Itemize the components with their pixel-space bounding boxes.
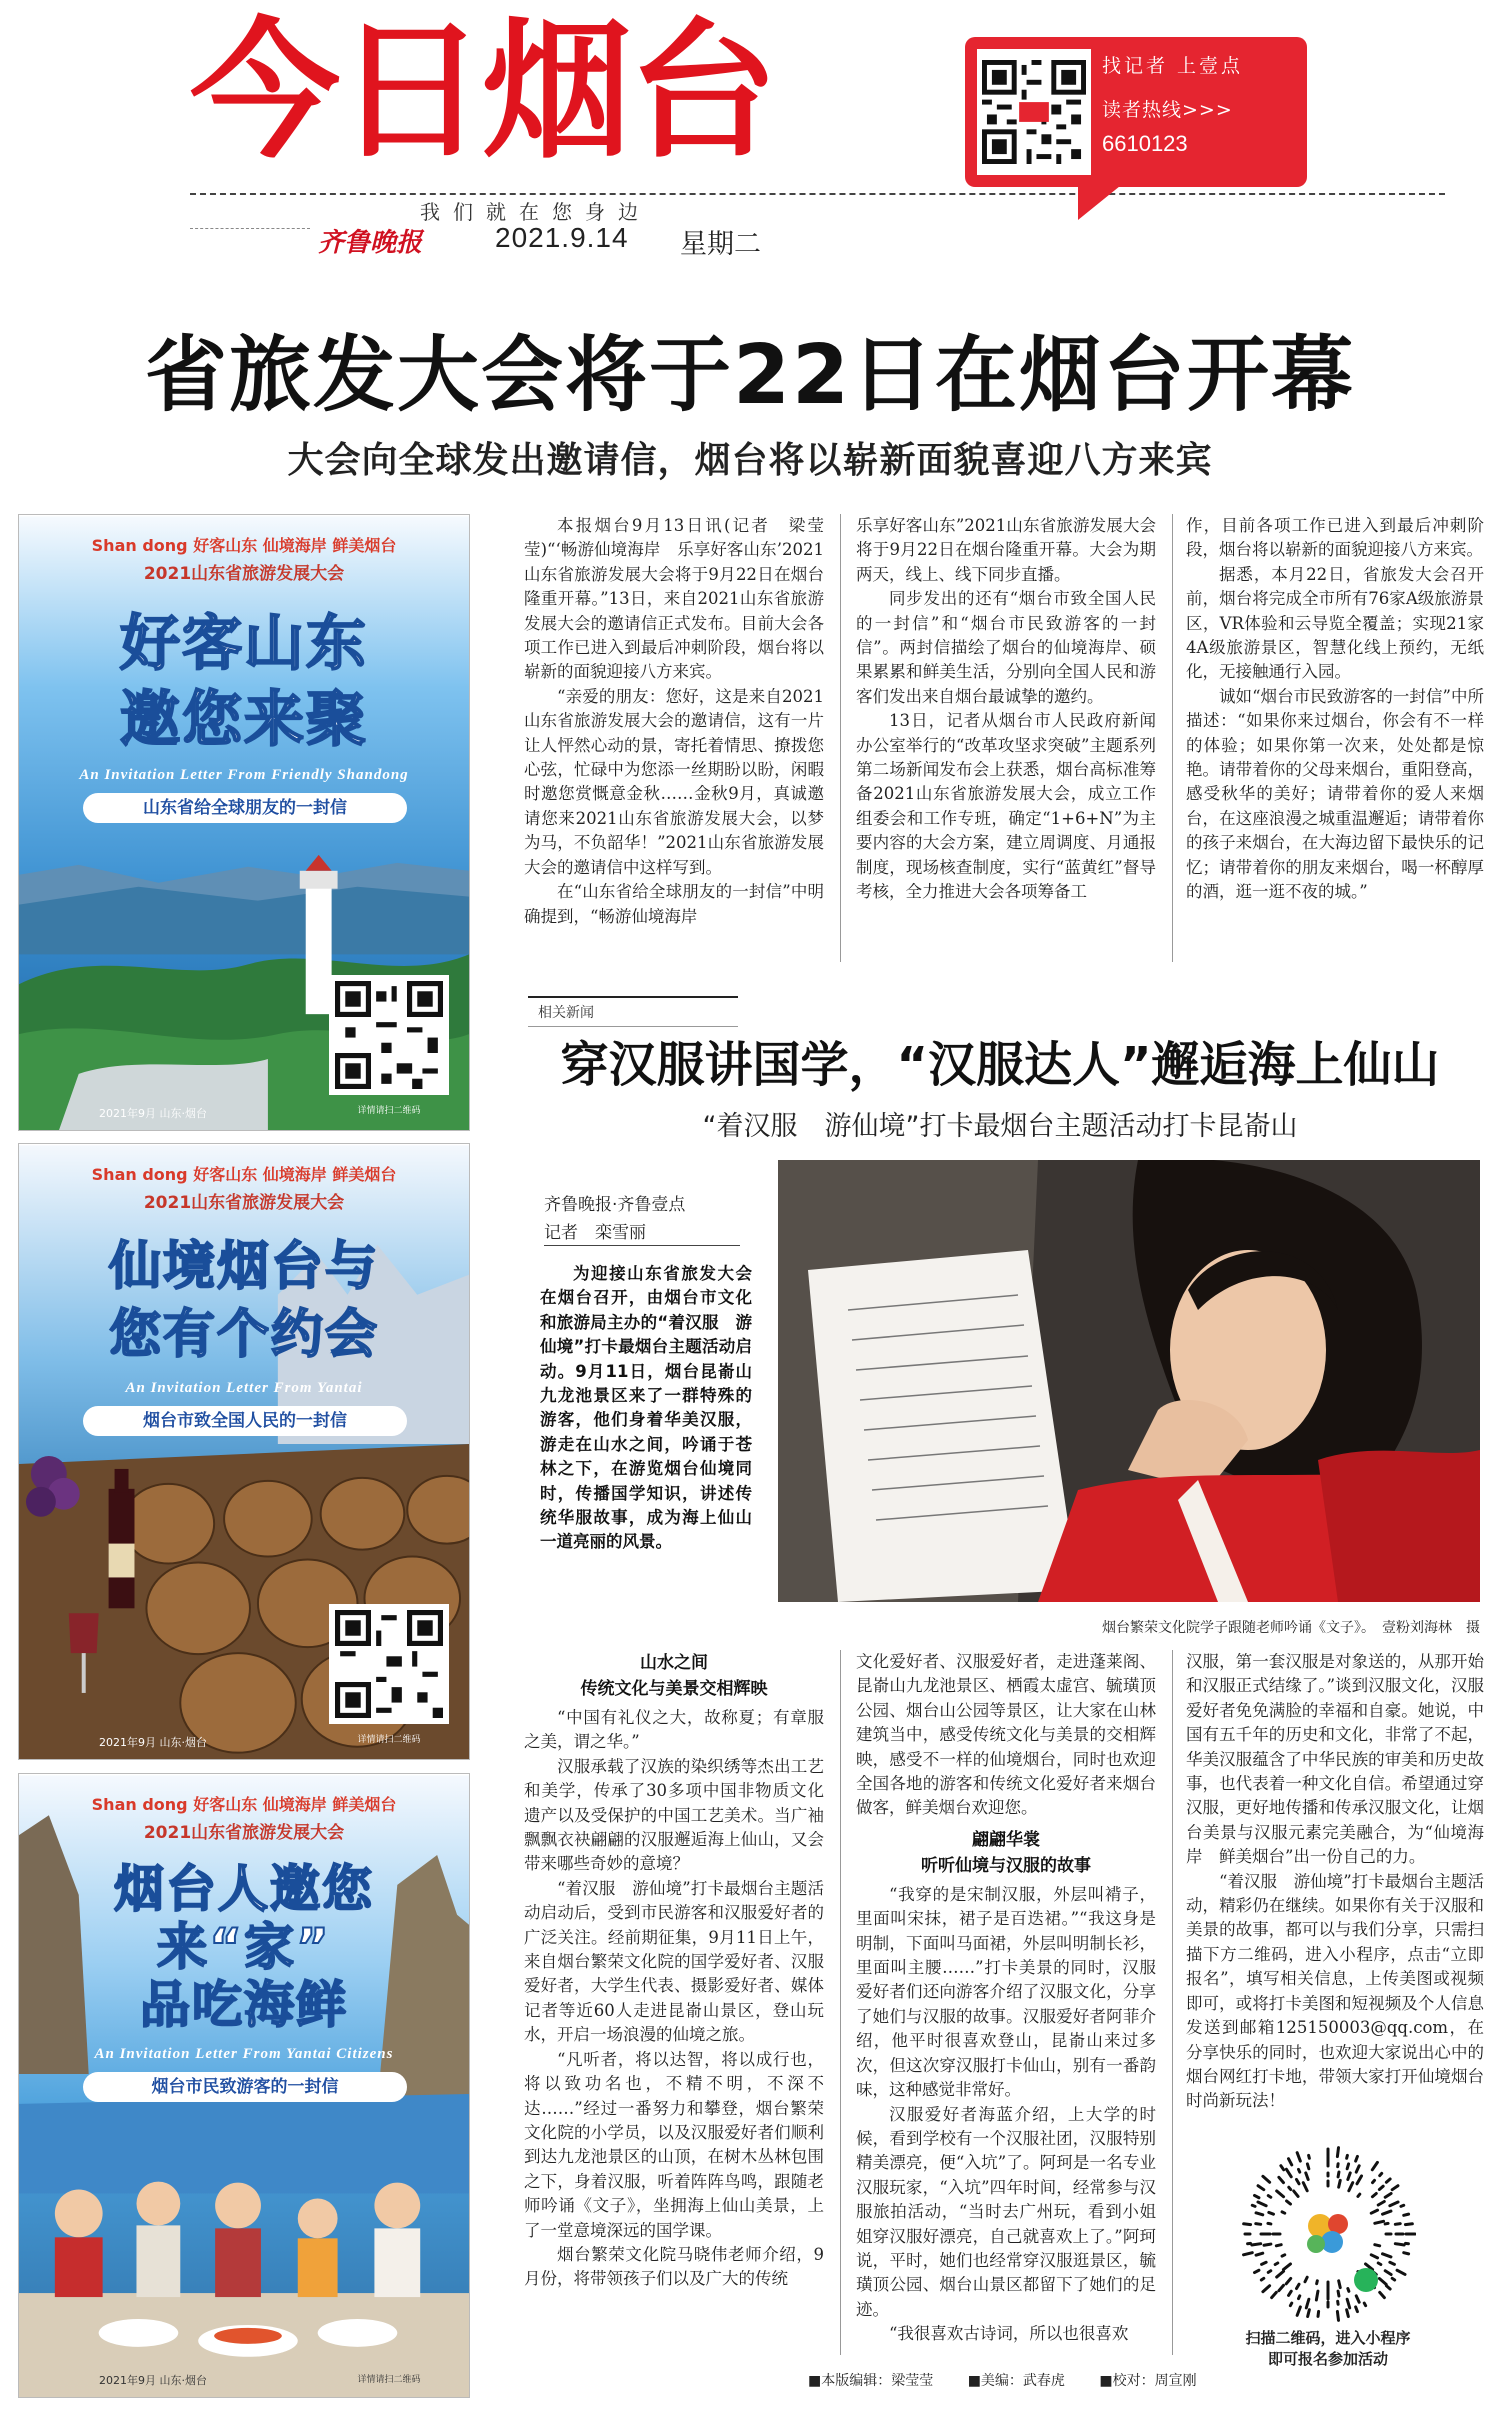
code-ray — [1358, 2194, 1360, 2196]
column-divider — [1172, 1650, 1173, 2355]
paragraph: 文化爱好者、汉服爱好者，走进蓬莱阁、昆嵛山九龙池景区、栖霞太虚宫、毓璜顶公园、烟台山公园等景区，让大家在山林建筑当中，感受传统文化与美景的交相辉映，感受不一样的仙境烟台，同时也欢迎全国各地的游客和传统文化爱好者来烟台做客，鲜美烟台欢迎您。 — [856, 1652, 1156, 1818]
code-ray — [1318, 2311, 1319, 2316]
poster-title-line1: 烟台人邀您 — [114, 1860, 374, 1918]
code-ray — [1258, 2202, 1266, 2206]
paragraph: “亲爱的朋友：您好，这是来自2021山东省旅游发展大会的邀请信，这有一片让人怦然心动的景，寄托着情思、撩拨您心弦，忙碌中为您添一丝期盼以盼，闲暇时邀您赏慨意金秋……金秋9月，真诚邀请您来2021山东省旅游发展大会，以梦为马，不负韶华！”2021山东省旅游发展大会的邀请信中这样写到。 — [524, 686, 824, 877]
code-ray — [1252, 2205, 1255, 2206]
code-ray — [1272, 2292, 1277, 2297]
code-ray — [1401, 2205, 1404, 2206]
code-ray — [1286, 2169, 1291, 2177]
code-ray — [1276, 2245, 1281, 2246]
poster-logo-text: Shan dong 好客山东 仙境海岸 鲜美烟台 — [91, 1165, 397, 1184]
speech-bubble-tail — [1078, 186, 1120, 220]
section-subheading: 传统文化与美景交相辉映 — [580, 1679, 768, 1699]
code-ray — [1288, 2159, 1291, 2165]
issue-date: 2021.9.14 — [495, 222, 629, 253]
code-ray — [1385, 2193, 1391, 2197]
code-ray — [1299, 2169, 1300, 2172]
poster-title-line2: 来“家” — [157, 1918, 331, 1976]
code-ray — [1289, 2291, 1292, 2295]
paragraph: “我很喜欢古诗词，所以也很喜欢 — [889, 2324, 1129, 2344]
code-ray — [1372, 2162, 1377, 2169]
code-ray — [1297, 2179, 1300, 2183]
miniprogram-caption — [1200, 2328, 1456, 2370]
paragraph: 烟台繁荣文化院马晓伟老师介绍，9月份，将带领孩子们以及广大的传统 — [524, 2244, 824, 2289]
poster-title-line2: 您有个约会 — [108, 1305, 379, 1365]
code-ray — [1297, 2307, 1300, 2315]
poster-qr-caption: 详情请扫二维码 — [357, 2375, 421, 2385]
code-ray — [1337, 2148, 1338, 2157]
poster-english-line: An Invitation Letter From Friendly Shandong — [79, 767, 409, 783]
main-headline: 省旅发大会将于22日在烟台开幕 — [144, 328, 1356, 423]
code-ray — [1297, 2284, 1300, 2288]
code-ray — [1244, 2253, 1253, 2255]
code-ray — [1348, 2289, 1349, 2292]
code-ray — [1255, 2195, 1259, 2197]
code-ray — [1255, 2270, 1259, 2272]
code-ray — [1356, 2296, 1359, 2302]
article1-column-2 — [856, 514, 1156, 905]
code-ray — [1303, 2183, 1307, 2191]
code-ray — [1307, 2164, 1308, 2169]
code-ray — [1275, 2263, 1278, 2265]
poster-english-line: An Invitation Letter From Yantai — [125, 1380, 363, 1396]
code-ray — [1395, 2244, 1404, 2245]
code-ray — [1373, 2180, 1375, 2182]
code-ray — [1348, 2173, 1350, 2180]
code-ray — [1264, 2244, 1271, 2245]
poster-english-line: An Invitation Letter From Yantai Citizens — [94, 2046, 394, 2062]
code-ray — [1261, 2278, 1263, 2280]
code-ray — [1347, 2164, 1348, 2169]
photo-caption: 烟台繁荣文化院学子跟随老师吟诵《文子》。 壹粉刘海林 摄 — [1102, 1620, 1480, 1636]
code-ray — [1392, 2186, 1398, 2190]
article2-source: 齐鲁晚报·齐鲁壹点 — [544, 1195, 686, 1215]
hotline-qr-code[interactable] — [977, 49, 1091, 175]
masthead-divider — [190, 193, 1445, 195]
code-ray — [1364, 2303, 1365, 2306]
hanfu-student-photo — [778, 1160, 1480, 1602]
qr-code-icon — [335, 981, 443, 1089]
code-ray — [1309, 2155, 1310, 2158]
code-ray — [1256, 2213, 1263, 2215]
poster-banner: 烟台市致全国人民的一封信 — [83, 1406, 407, 1436]
paragraph: 乐享好客山东”2021山东省旅游发展大会将于9月22日在烟台隆重开幕。大会为期两天，线上、线下同步直播。 — [856, 516, 1156, 584]
paragraph: 13日，记者从烟台市人民政府新闻办公室举行的“改革攻坚求突破”主题系列第二场新闻发布会上获悉，烟台高标准筹备2021山东省旅游发展大会，成立工作组委会和工作专班，确定“1+6+N”为主要内容的大会方案，建立周调度、月通报制度，现场核查制度，实行“蓝黄红”督导考核，全力推进大会各项筹备工 — [856, 711, 1156, 902]
paragraph: 诚如“烟台市民致游客的一封信”中所描述：“如果你来过烟台，你会有不一样的体验；如果你第一次来，处处都是惊艳。请带着你的父母来烟台，重阳登高，感受秋华的美好；请带着你的爱人来烟台，在这座浪漫之城重温邂逅；请带着你的孩子来烟台，在大海边留下最快乐的记忆；请带着你的朋友来烟台，喝一杯醇厚的酒，逛一逛不夜的城。” — [1186, 686, 1484, 902]
code-ray — [1306, 2173, 1308, 2180]
code-ray — [1279, 2285, 1284, 2290]
poster-banner: 烟台市民致游客的一封信 — [83, 2072, 407, 2102]
section-heading: 翩翩华裳 — [972, 1829, 1040, 1850]
photo-student-reading — [778, 1160, 1480, 1602]
column-divider — [840, 514, 841, 962]
main-subheadline: 大会向全球发出邀请信，烟台将以崭新面貌喜迎八方来宾 — [287, 440, 1213, 481]
code-ray — [1277, 2191, 1284, 2197]
credit-editor: ■本版编辑：梁莹莹 — [808, 2373, 934, 2389]
issue-weekday: 星期二 — [680, 229, 761, 260]
paragraph: “着汉服 游仙境”打卡最烟台主题活动启动后，受到市民游客和汉服爱好者的广泛关注。经前期征集，9月11日上午，来自烟台繁荣文化院的国学爱好者、汉服爱好者，大学生代表、摄影爱好者、媒体记者等近60人走进昆嵛山景区，登山玩水，开启一场浪漫的仙境之旅。 — [524, 1878, 824, 2045]
reader-hotline-box — [965, 37, 1307, 187]
paragraph: 汉服爱好者海蓝介绍，上大学的时候，看到学校有一个汉服社团，汉服特别精美漂亮，便“入坑”了。阿珂是一名专业汉服玩家，“入坑”四年时间，经常参与汉服旅拍活动，“当时去广州玩，看到小姐姐穿汉服好漂亮，自己就喜欢上了。”阿珂说，平时，她们也经常穿汉服逛景区，毓璜顶公园、烟台山景区都留下了她们的足迹。 — [856, 2104, 1156, 2319]
code-ray — [1395, 2224, 1400, 2225]
code-ray — [1378, 2263, 1381, 2265]
credit-proofreader: ■校对：周宣刚 — [1099, 2373, 1197, 2389]
code-ray — [1281, 2166, 1284, 2170]
code-ray — [1380, 2173, 1382, 2175]
code-ray — [1337, 2311, 1338, 2320]
code-ray — [1349, 2183, 1353, 2191]
poster-event-name: 2021山东省旅游发展大会 — [143, 564, 345, 584]
article2-headline: 穿汉服讲国学，“汉服达人”邂逅海上仙山 — [560, 1037, 1440, 1093]
qr-code-icon — [335, 1610, 443, 1718]
code-ray — [1263, 2286, 1270, 2292]
code-ray — [1317, 2281, 1318, 2284]
section-subheading: 听听仙境与汉服的故事 — [921, 1855, 1091, 1876]
code-ray — [1372, 2194, 1376, 2197]
poster-qr-caption: 详情请扫二维码 — [357, 1106, 421, 1116]
related-news-tag: 相关新闻 — [528, 996, 738, 1027]
poster-qr-code[interactable] — [329, 975, 449, 1095]
poster-yantai-citizens — [18, 1773, 470, 2398]
poster-date: 2021年9月 山东·烟台 — [99, 1107, 207, 1120]
code-ray — [1287, 2201, 1291, 2204]
article2-reporter: 记者 栾雪丽 — [544, 1218, 740, 1246]
code-ray — [1375, 2221, 1384, 2223]
code-ray — [1379, 2186, 1383, 2189]
code-ray — [1405, 2224, 1412, 2225]
code-ray — [1356, 2307, 1358, 2312]
code-ray — [1356, 2156, 1358, 2161]
poster-title-line3: 品吃海鲜 — [140, 1976, 348, 2034]
code-ray — [1289, 2187, 1291, 2189]
code-ray — [1371, 2255, 1377, 2258]
paragraph: 在“山东省给全球朋友的一封信”中明确提到，“畅游仙境海岸 — [524, 882, 824, 926]
code-ray — [1308, 2310, 1310, 2317]
poster-event-name: 2021山东省旅游发展大会 — [143, 1193, 345, 1213]
newspaper-brand: 齐鲁晚报 — [318, 228, 423, 258]
credit-designer: ■美编：武春虎 — [967, 2373, 1065, 2389]
code-ray — [1386, 2286, 1390, 2289]
poster-banner: 山东省给全球朋友的一封信 — [83, 793, 407, 823]
code-ray — [1375, 2245, 1380, 2246]
code-ray — [1305, 2277, 1307, 2282]
code-ray — [1268, 2223, 1271, 2224]
paragraph: “着汉服 游仙境”打卡最烟台主题活动，精彩仍在继续。如果你有关于汉服和美景的故事，都可以与我们分享，只需扫描下方二维码，进入小程序，点击“立即报名”，填写相关信息，上传美图或视频即可，或将打卡美图和短视频及个人信息发送到邮箱125150003@qq.com，在分享快乐的同时，也欢迎大家说出心中的烟台网红打卡地，带领大家打开仙境烟台时尚新玩法！ — [1186, 1871, 1484, 2111]
code-ray — [1347, 2310, 1349, 2317]
code-ray — [1390, 2262, 1395, 2264]
code-ray — [1380, 2292, 1385, 2297]
column-divider — [1172, 514, 1173, 962]
paragraph: 汉服，第一套汉服是对象送的，从那开始和汉服正式结缘了。”谈到汉服文化，汉服爱好者免免满脸的幸福和自豪。她说，中国有五千年的历史和文化，非常了不起，华美汉服蕴含了中华民族的审美和历史故事，也代表着一种文化自信。希望通过穿汉服，更好地传播和传承汉服文化，让烟台美景与汉服元素完美融合，为“仙境海岸 鲜美烟台”出一份自己的力。 — [1186, 1652, 1484, 1867]
code-ray — [1279, 2177, 1284, 2182]
hotline-label: 读者热线>>> — [1102, 99, 1233, 121]
article2-column-2 — [856, 1650, 1156, 2347]
paragraph: 同步发出的还有“烟台市致全国人民的一封信”和“烟台市民致游客的一封信”。两封信描绘了烟台的仙境海岸、硕果累累和鲜美生活，分别向全国人民和游客们发出来自烟台最诚挚的邀约。 — [856, 589, 1156, 706]
miniprogram-caption-line1: 扫描二维码，进入小程序 — [1245, 2329, 1411, 2347]
code-ray — [1392, 2278, 1394, 2280]
masthead-title: 今日烟台 — [190, 5, 775, 179]
paragraph: “凡听者，将以达智，将以成行也，将以致功名也，不精不明，不深不达……”经过一番努力和攀登，烟台繁荣文化院的小学员，以及汉服爱好者们顺利到达九龙池景区的山顶，在树木丛林包围之下，身着汉服，听着阵阵鸟鸣，跟随老师吟诵《文子》，坐拥海上仙山美景，上了一堂意境深远的国学课。 — [524, 2049, 824, 2240]
mini-program-code-icon — [1240, 2146, 1416, 2322]
code-ray — [1277, 2271, 1284, 2277]
code-ray — [1383, 2211, 1391, 2214]
paragraph: 本报烟台9月13日讯(记者 梁莹莹)“‘畅游仙境海岸 乐享好客山东’2021山东省旅游发展大会将于9月22日在烟台隆重开幕。”13日，来自2021山东省旅游发展大会的邀请信正式发布。目前大会各项工作已进入到最后冲刺阶段，烟台将以崭新的面貌迎接八方来宾。 — [524, 516, 824, 682]
code-ray — [1244, 2224, 1251, 2225]
qr-code-icon — [982, 54, 1086, 170]
masthead-divider-short — [190, 228, 310, 229]
poster-title-line1: 好客山东 — [120, 609, 368, 679]
code-ray — [1268, 2196, 1271, 2198]
code-ray — [1339, 2180, 1341, 2187]
code-ray — [1390, 2202, 1398, 2206]
code-ray — [1404, 2214, 1409, 2215]
poster-title-line2: 邀您来聚 — [120, 685, 368, 755]
poster-date: 2021年9月 山东·烟台 — [99, 1736, 207, 1749]
code-ray — [1256, 2224, 1261, 2225]
code-ray — [1338, 2172, 1339, 2177]
code-ray — [1286, 2278, 1290, 2283]
paragraph: “中国有礼仪之大，故称夏；有章服之美，谓之华。” — [524, 1708, 824, 1752]
code-ray — [1290, 2303, 1291, 2306]
poster-yantai — [18, 1143, 470, 1760]
poster-date: 2021年9月 山东·烟台 — [99, 2374, 207, 2387]
paragraph: 汉服承载了汉族的染织绣等杰出工艺和美学，传承了30多项中国非物质文化遗产以及受保护的中国工艺美术。当广袖飘飘衣袂翩翩的汉服邂逅海上仙山，又会带来哪些奇妙的意境？ — [524, 1756, 824, 1874]
code-ray — [1316, 2291, 1318, 2300]
code-ray — [1252, 2244, 1261, 2245]
code-ray — [1379, 2279, 1386, 2285]
code-ray — [1282, 2212, 1285, 2213]
code-ray — [1386, 2179, 1390, 2182]
paragraph: 据悉，本月22日，省旅发大会召开前，烟台将完成全市所有76家A级旅游景区，VR体验和云导览全覆盖；实现21家4A级旅游景区，智慧化线上预约，无纸化，无接触通行入园。 — [1186, 564, 1484, 682]
article1-column-1 — [524, 514, 824, 929]
code-ray — [1371, 2210, 1377, 2213]
paragraph: 作，目前各项工作已进入到最后冲刺阶段，烟台将以崭新的面貌迎接八方来宾。 — [1186, 516, 1484, 560]
code-ray — [1282, 2255, 1285, 2256]
code-ray — [1263, 2176, 1270, 2182]
code-ray — [1383, 2254, 1391, 2257]
poster-shandong — [18, 514, 470, 1131]
code-ray — [1299, 2296, 1300, 2299]
article2-column-3 — [1186, 1650, 1484, 2114]
code-ray — [1404, 2253, 1409, 2254]
code-ray — [1397, 2270, 1405, 2274]
paragraph: “我穿的是宋制汉服，外层叫褙子，里面叫宋抹，裙子是百迭裙。”“我这身是明制，下面叫马面裙，外层叫明制长衫，里面叫主腰……”打卡美景的同时，汉服爱好者们还向游客介绍了汉服文化，分享了她们与汉服的故事。汉服爱好者阿菲介绍，他平时很喜欢登山，昆嵛山来过多次，但这次穿汉服打卡仙山，别有一番韵味，这种感觉非常好。 — [856, 1884, 1156, 2100]
code-ray — [1347, 2155, 1348, 2158]
code-ray — [1357, 2176, 1362, 2184]
section-heading: 山水之间 — [640, 1653, 708, 1673]
code-ray — [1269, 2212, 1274, 2214]
code-ray — [1356, 2166, 1359, 2172]
code-ray — [1306, 2299, 1309, 2308]
code-ray — [1258, 2186, 1264, 2190]
code-ray — [1283, 2264, 1290, 2270]
poster-logo-text: Shan dong 好客山东 仙境海岸 鲜美烟台 — [91, 536, 397, 555]
hotline-slogan: 找记者 上壹点 — [1102, 55, 1244, 77]
page-credits — [808, 2370, 1227, 2390]
code-ray — [1347, 2299, 1350, 2308]
code-ray — [1297, 2153, 1300, 2161]
code-ray — [1294, 2191, 1298, 2196]
miniprogram-caption-line2: 即可报名参加活动 — [1267, 2350, 1388, 2368]
article1-column-3 — [1186, 514, 1484, 905]
poster-logo-text: Shan dong 好客山东 仙境海岸 鲜美烟台 — [91, 1795, 397, 1814]
code-ray — [1385, 2223, 1388, 2224]
masthead-slogan: 我们就在您身边 — [420, 200, 651, 224]
code-ray — [1378, 2202, 1384, 2206]
poster-qr-caption: 详情请扫二维码 — [357, 1735, 421, 1745]
hotline-number[interactable]: 6610123 — [1102, 131, 1188, 156]
miniprogram-qr-code[interactable] — [1240, 2146, 1416, 2322]
article2-intro: 为迎接山东省旅发大会在烟台召开，由烟台市文化和旅游局主办的“着汉服 游仙境”打卡最烟台主题活动启动。9月11日，烟台昆嵛山九龙池景区来了一群特殊的游客，他们身着华美汉服，游走在山水之间，吟诵于苍林之下，在游览烟台仙境同时，传播国学知识，讲述传统华服故事，成为海上仙山一道亮丽的风景。 — [540, 1264, 752, 1552]
poster-qr-code[interactable] — [329, 1604, 449, 1724]
code-ray — [1385, 2271, 1391, 2275]
article2-column-1 — [524, 1650, 824, 2292]
code-ray — [1262, 2262, 1267, 2264]
article2-subheadline: “着汉服 游仙境”打卡最烟台主题活动打卡昆嵛山 — [702, 1111, 1298, 1142]
poster-event-name: 2021山东省旅游发展大会 — [143, 1823, 345, 1843]
code-ray — [1268, 2271, 1271, 2273]
code-ray — [1339, 2281, 1341, 2288]
poster-title-line1: 仙境烟台与 — [108, 1237, 379, 1297]
code-ray — [1256, 2253, 1263, 2255]
code-ray — [1338, 2291, 1339, 2296]
column-divider — [840, 1650, 841, 2355]
